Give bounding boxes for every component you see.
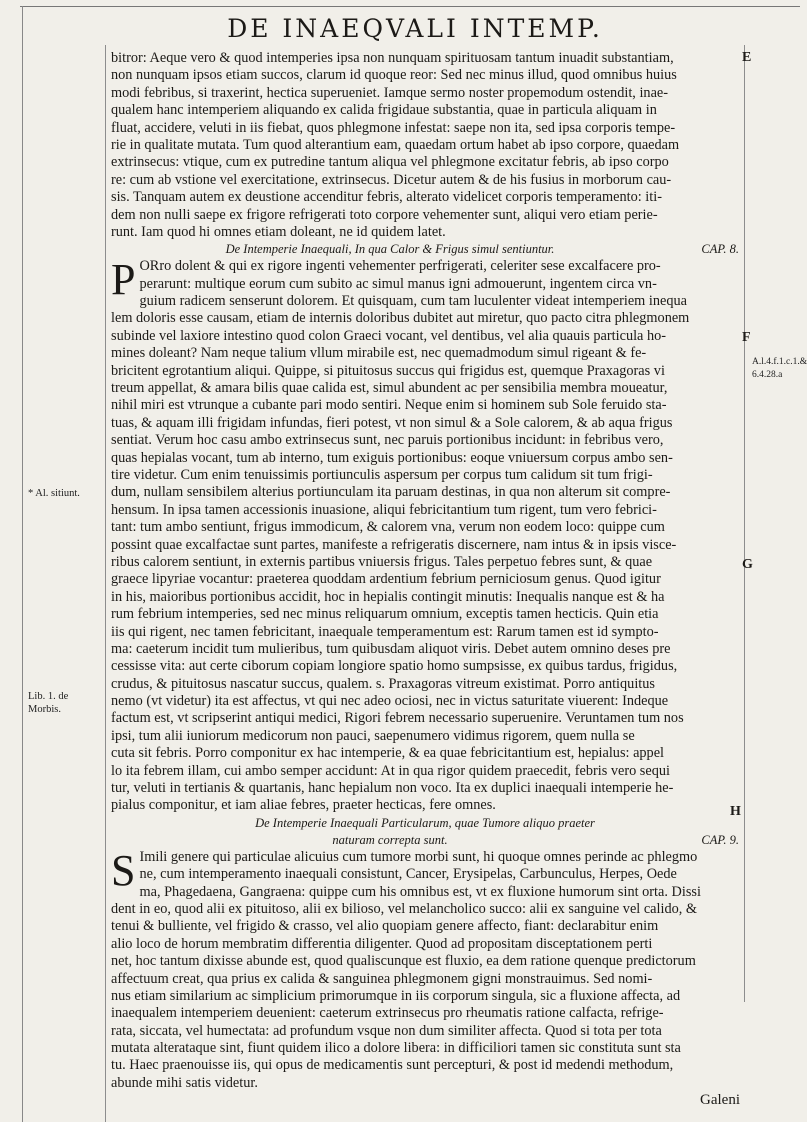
chapter-9-body <box>111 845 739 1092</box>
text-line: perarunt: multique eorum cum subito ac simul manus igni admouerunt, ingentem circa vn- <box>139 275 657 292</box>
text-line: possint quae excalfactae sunt partes, manifeste a refrigeratis discernere, nam intus & in ipsis visce- <box>111 536 677 553</box>
text-line: rum febrium intemperies, sed nec minus reliquarum omnium, exceptis tamen hecticis. Quin etia <box>111 606 659 623</box>
text-line: qualem hanc intemperiem aliquando ex calida frigidaue substantia, quae in particula aliquam in <box>111 102 657 119</box>
text-line: ma: caeterum incidit tum mulieribus, tum quibusdam aliquot viris. Debet autem omnino deses pre <box>111 640 671 657</box>
text-line: crudus, & pituitosus nascatur succus, qualem. s. Praxagoras vitreum existimat. Porro antiquitus <box>111 675 655 692</box>
text-line: ORro dolent & qui ex rigore ingenti vehementer perfrigerati, celeriter sese excalfacere pro- <box>139 258 661 275</box>
opening-paragraph <box>111 50 739 241</box>
text-line: iis qui rigent, nec tamen febricitant, inaequale temperamentum est: Rarum tamen est id sympto- <box>111 623 659 640</box>
text-line: quas hepialas vocant, tum ab interno, tum exiguis portionibus: eoque vniuersum corpus ambo sen- <box>111 449 673 466</box>
text-line: runt. Iam quod hi omnes etiam doleant, ne id quidem latet. <box>111 223 446 240</box>
text-line: mutata alterataque sint, fiunt quidem ilico a dolore libera: in difficiliori tamen sic constituta sunt sta <box>111 1040 681 1057</box>
text-line: tuas, & aquam illi frigidam infundas, fieri potest, vt non simul & a Sole calorem, & ab aqua frigus <box>111 414 673 431</box>
text-line: alio loco de horum membratim differentia diligenter. Quod ad propositam disceptationem perti <box>111 935 653 952</box>
text-line: inaequalem intemperiem deuenient: caeterum extrinsecus pro rheumatis ratione calfacta, refrige- <box>111 1005 664 1022</box>
chapter-number: CAP. 8. <box>701 242 739 257</box>
text-line: abunde mihi satis videtur. <box>111 1074 258 1091</box>
chapter-8-body <box>111 255 739 815</box>
text-line: lem doloris esse causam, etiam de internis doloribus dubitet aut miretur, quo pacto citra phlegmonem <box>111 310 690 327</box>
text-line: pialus componitur, et iam aliae febres, praeter hecticas, fere omnes. <box>111 797 496 814</box>
section-marker: E <box>742 50 752 65</box>
text-line: re: cum ab vstione vel exercitatione, extrinsecus. Dicetur autem & de his fusius in morborum cau- <box>111 171 672 188</box>
text-line: ma, Phagedaena, Gangraena: quippe cum his omnibus est, vt ex fluxione humorum sint orta. Dissi <box>139 883 701 900</box>
frame-top-rule <box>20 6 800 7</box>
section-marker: H <box>730 804 741 819</box>
text-body <box>111 50 739 1092</box>
drop-cap-p: P <box>111 255 136 305</box>
text-line: tire videtur. Cum enim tenuissimis portiunculis aspersum per corpus tum calidum sit tum frigi- <box>111 466 653 483</box>
text-line: ribus calorem sentiunt, in externis partibus vniuersis frigus. Tales perpetuo febres sunt, & quae <box>111 553 653 570</box>
text-line: hensum. In ipsa tamen accessionis inuasione, aliqui febricitantium tum rigent, tum vero febrici- <box>111 501 657 518</box>
margin-note: Lib. 1. de Morbis. <box>28 691 69 715</box>
text-line: in his, maioribus portionibus accidit, hoc in hepialis contingit minutis: Inequalis nanque est & ha <box>111 588 665 605</box>
section-title: De Intemperie Inaequali, In qua Calor & Frigus simul sentiuntur. <box>225 242 555 257</box>
text-line: factum est, vt scripserint antiqui medici, Rigori febrem necessario superuenire. Veruntamen tum nos <box>111 710 684 727</box>
drop-cap-s: S <box>111 845 136 895</box>
text-column-left-rule <box>105 45 106 1122</box>
text-line: mines doleant? Nam neque talium vllum mirabile est, nec quemadmodum simul rigeant & fe- <box>111 345 647 362</box>
text-line: rata, siccata, vel humectata: ad profundum vsque non dum similiter affecta. Quod si tota per tota <box>111 1022 662 1039</box>
text-line: fluat, accidere, veluti in iis fiebat, quos phlegmone infestat: saepe non ita, sed ipsa corporis tempe- <box>111 119 676 136</box>
catchword: Galeni <box>700 1092 740 1108</box>
section-marker: F <box>742 330 751 345</box>
text-line: treum appellat, & amara bilis quae calida est, simul abundent ac per sensibilia membra moueatur, <box>111 380 668 397</box>
text-line: dem non nulli saepe ex frigore refrigerati toto corpore vehementer sunt, aliqui vero etiam perie- <box>111 206 658 223</box>
text-line: bitror: Aeque vero & quod intemperies ipsa non nunquam spirituosam tantum inuadit substantiam, <box>111 50 674 66</box>
text-line: nemo (vt videtur) ita est affectus, vt qui nec adeo ociosi, nec in victus saturitate viuerent: Indeque <box>111 693 669 710</box>
chapter-9-text <box>111 845 739 1092</box>
text-line: affectuum creat, qua prius ex calida & sanguinea phlegmonem gigni monstrauimus. Sed nomi- <box>111 970 653 987</box>
section-heading-cap-9-line2 <box>111 832 739 849</box>
text-line: nus etiam similarium ac simplicium primorumque in iis corporum singula, sic a fluxione affecta, ad <box>111 987 681 1004</box>
margin-note: * Al. sitiunt. <box>28 488 80 499</box>
chapter-number: CAP. 9. <box>701 832 739 847</box>
text-line: Imili genere qui particulae alicuius cum tumore morbi sunt, hi quoque omnes perinde ac phlegmo <box>139 848 698 865</box>
text-line: lo ita febrem illam, cui ambo semper accidunt: At in qua rigor quidem praecedit, febris vero sequi <box>111 762 670 779</box>
text-line: cuta sit febris. Porro componitur ex hac intemperie, & ea quae febricitantium est, hepialus: appel <box>111 745 665 762</box>
text-line: subinde vel laxiore intestino quod colon Graeci vocant, vel dentibus, vel alia quauis particula ho- <box>111 327 667 344</box>
text-line: ne, cum intemperamento inaequali consistunt, Cancer, Erysipelas, Carbunculus, Herpes, Oede <box>139 866 677 883</box>
text-line: nihil miri est vtrunque a cubante pari modo sentiri. Neque enim si hominem sub Sole feruido sta- <box>111 397 667 414</box>
text-line: dent in eo, quod alii ex pituitoso, alii ex bilioso, vel melancholico succo: alii ex sanguine vel calido, & <box>111 900 698 917</box>
text-line: tur, veluti in tertianis & quartanis, hanc hepialum non voco. Ita ex duplici inaequali intemperie he- <box>111 780 674 797</box>
text-line: guium radicem senserunt dolorem. Et quisquam, cum tam luculenter videat intemperiem inequa <box>139 293 687 310</box>
text-line: graece lipyriae vocantur: praeterea quoddam ardentium febrium perniciosum genus. Quod igitur <box>111 571 661 588</box>
text-line: non nunquam ipsos etiam succos, clarum id quoque reor: Sed nec minus illud, quod omnibus huius <box>111 67 677 84</box>
text-line: tant: tum ambo sentiunt, frigus immodicum, & calorem vna, verum non eodem loco: quippe cum <box>111 519 665 536</box>
section-marker: G <box>742 557 753 572</box>
section-heading-cap-8 <box>111 241 739 258</box>
text-line: sentiat. Verum hoc casu ambo extrinsecus sunt, nec paruis portionibus incidunt: in febribus vero, <box>111 432 664 449</box>
text-line: tenui & bulliente, vel frigido & crasso, vel alio quopiam genere affecto, fiant: declarabitur enim <box>111 918 659 935</box>
chapter-8-text <box>111 255 739 815</box>
section-heading-cap-9: De Intemperie Inaequali Particularum, quae Tumore aliquo praeter <box>255 815 595 830</box>
section-title-continued: naturam correpta sunt. <box>332 832 448 847</box>
margin-note: A.l.4.f.1.c.1.& 6.4.28.a <box>752 357 807 380</box>
text-line: modi febribus, si traxerint, hectica superueniet. Iamque sermo noster propemodum ostendit, inae- <box>111 84 669 101</box>
text-column-right-rule <box>744 45 745 1002</box>
text-line: ipsi, tum alii iuniorum medicorum non pauci, saepenumero vidimus rigorem, quem nulla se <box>111 727 635 744</box>
text-line: bricitent egrotantium aliqui. Quippe, si pituitosus succus qui frigidus est, quemque Praxagoras vi <box>111 362 665 379</box>
running-header: DE INAEQVALI INTEMP. <box>227 14 603 43</box>
text-line: dum, nullam sensibilem alterius portiunculam ita paruam destinas, in qua non alterum sit compre- <box>111 484 671 501</box>
text-line: sis. Tanquam autem ex deustione accenditur febris, alterato videlicet corporis temperamento: iti- <box>111 189 662 206</box>
text-line: net, hoc tantum dixisse abunde est, quod qualiscunque est fluxio, ea dem ratione quenque predictorum <box>111 953 696 970</box>
frame-left-rule <box>22 6 23 1122</box>
text-line: extrinsecus: vtique, cum ex putredine tantum aliqua vel phlegmone excitatur febris, ab ipso corpo <box>111 154 669 171</box>
text-line: rie in qualitate mutata. Tum quod alterantium eam, quaedam ortum habet ab ipso corpore, quaedam <box>111 136 680 153</box>
text-line: tu. Haec praenouisse iis, qui opus de medicamentis sunt percepturi, & post id medendi methodum, <box>111 1057 674 1074</box>
text-line: cessisse vita: aut certe ciborum copiam longiore spatio homo sumpsisse, ex quibus tardus, frigidus, <box>111 658 678 675</box>
